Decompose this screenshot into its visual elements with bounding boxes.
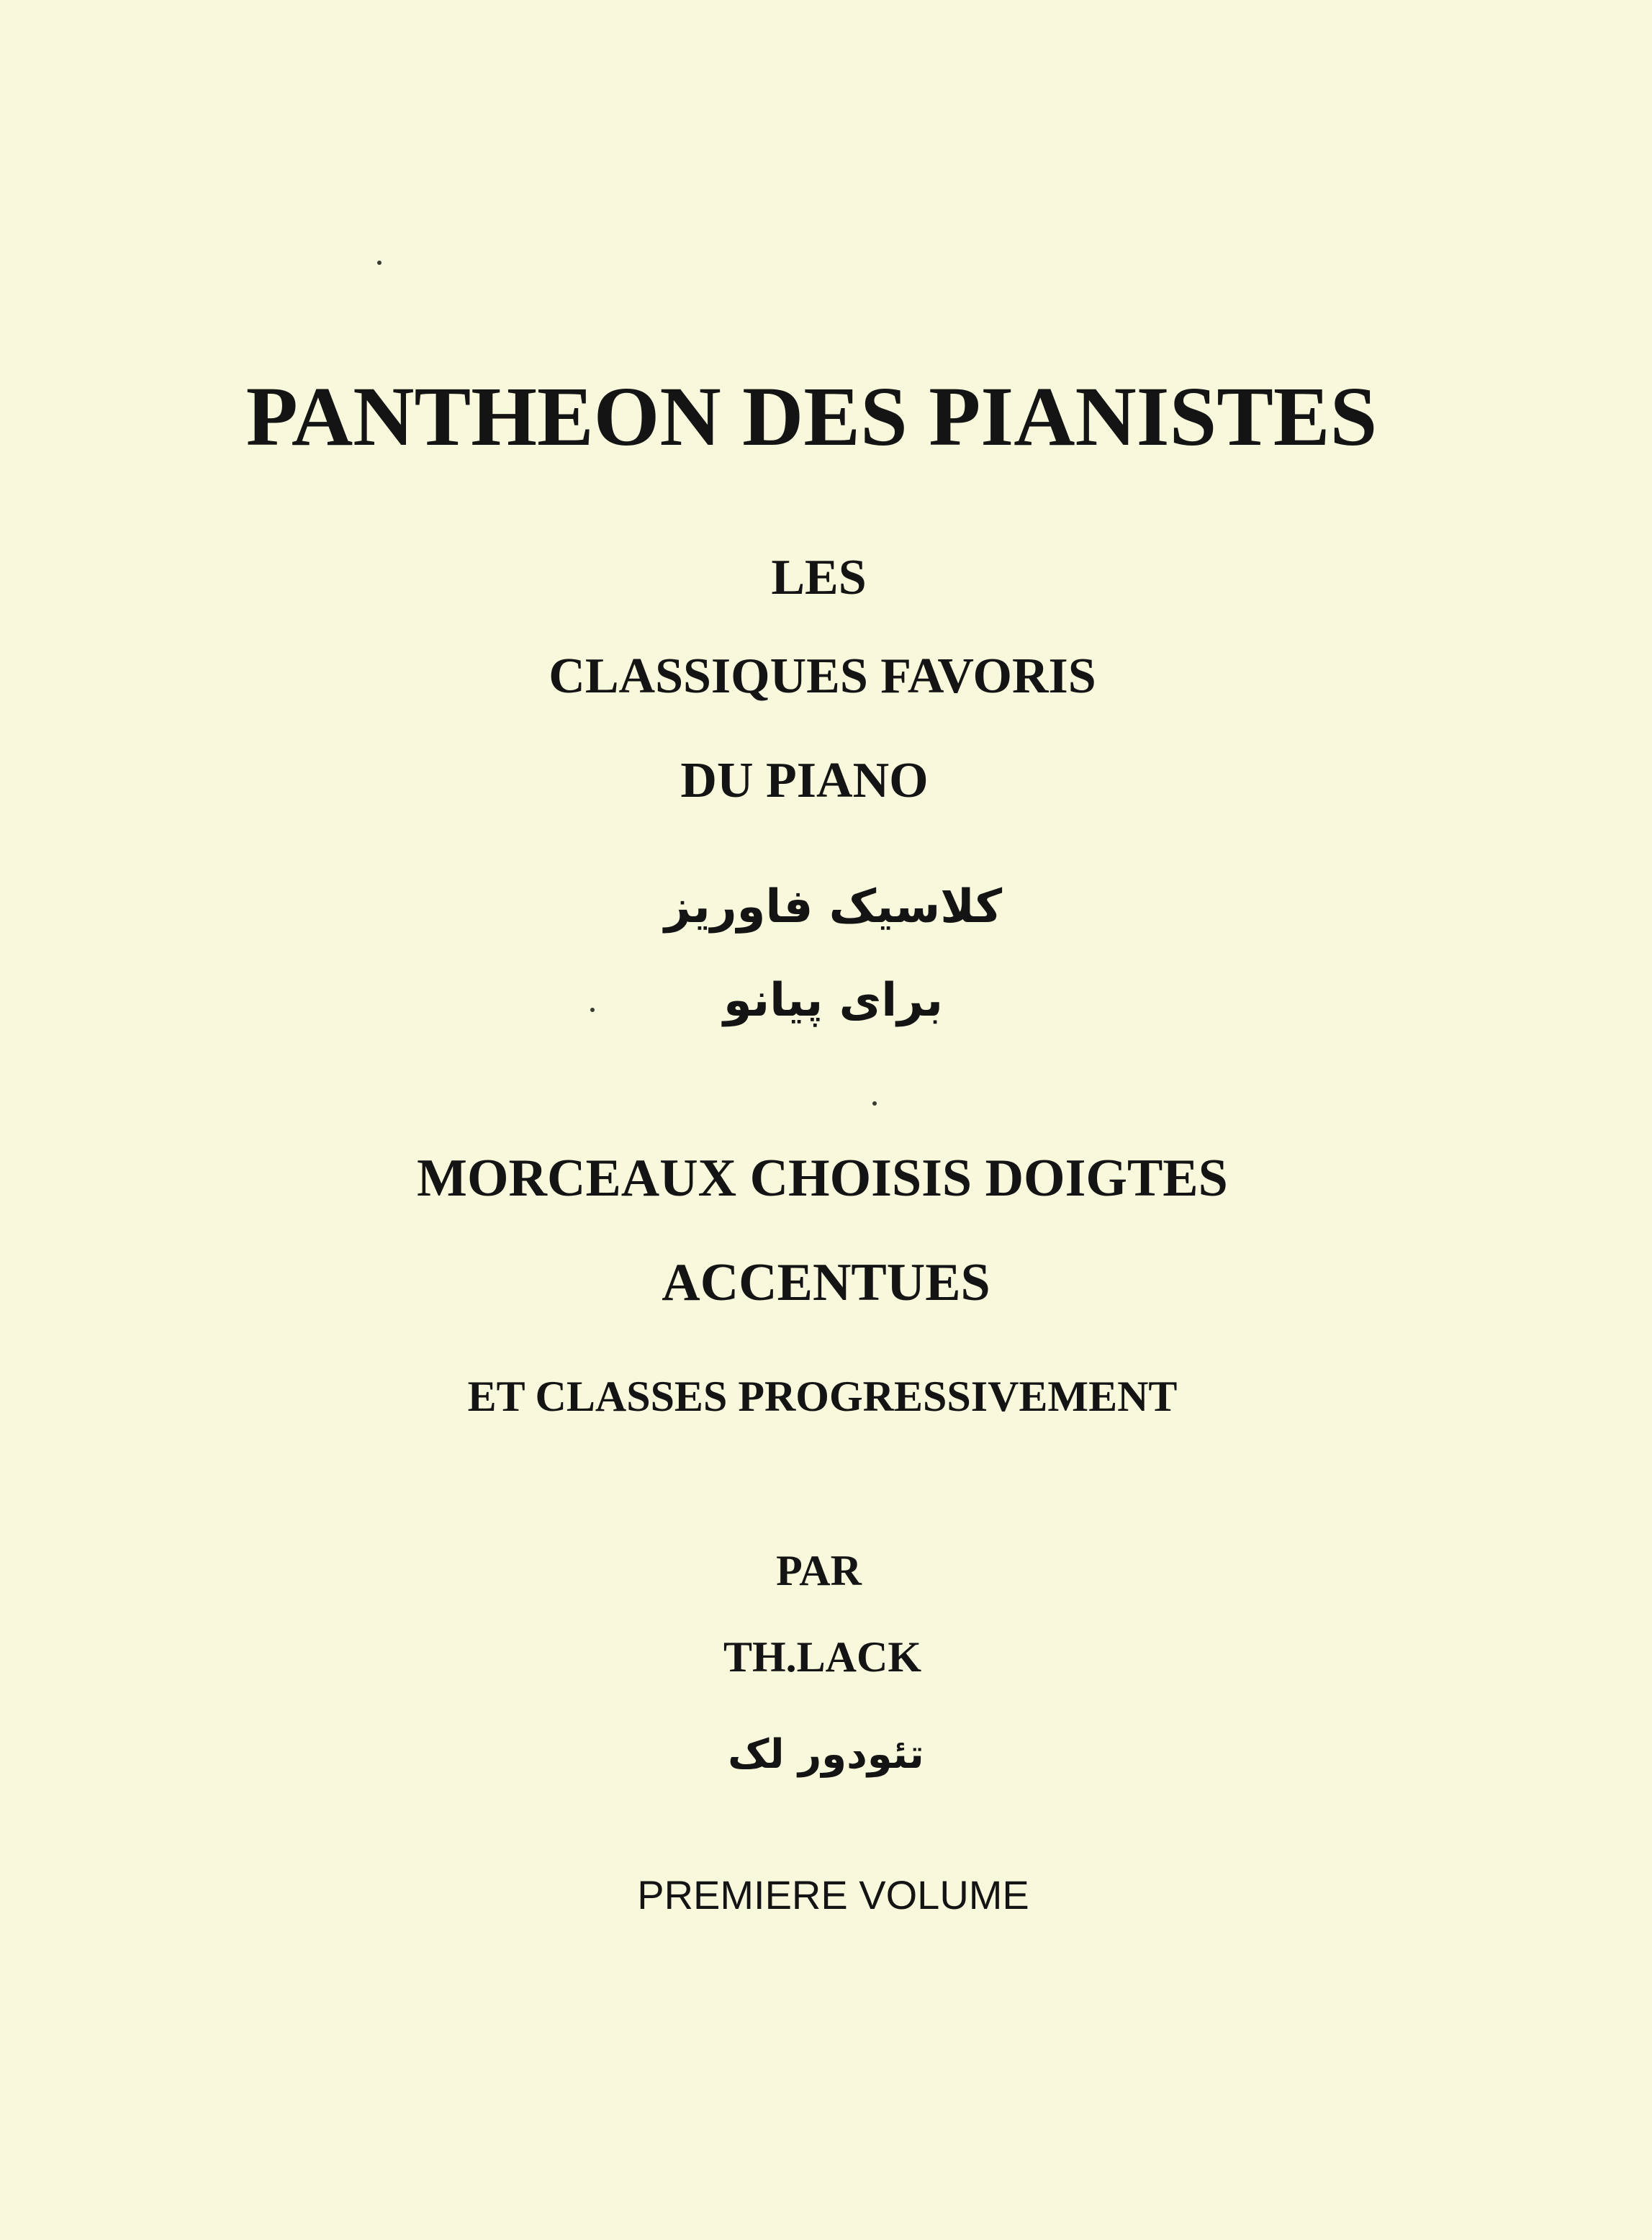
author-name: TH.LACK [723, 1633, 922, 1681]
description-line-1: MORCEAUX CHOISIS DOIGTES [417, 1149, 1228, 1208]
by-label: PAR [776, 1547, 862, 1594]
persian-title-line-1: کلاسیک فاوریز [664, 880, 1003, 934]
paper-speck [872, 1101, 877, 1106]
paper-speck [590, 1008, 595, 1012]
author-name-persian: تئودور لک [728, 1731, 924, 1778]
description-line-2: ACCENTUES [662, 1253, 990, 1312]
persian-title-line-2: برای پیانو [723, 974, 944, 1027]
paper-speck [377, 261, 382, 265]
subtitle-line-1: LES [771, 550, 867, 605]
subtitle-line-2: CLASSIQUES FAVORIS [549, 649, 1096, 704]
volume-label: PREMIERE VOLUME [637, 1872, 1029, 1918]
subtitle-line-3: DU PIANO [680, 753, 929, 808]
cover-title: PANTHEON DES PIANISTES [245, 369, 1378, 464]
description-line-3: ET CLASSES PROGRESSIVEMENT [467, 1373, 1178, 1420]
